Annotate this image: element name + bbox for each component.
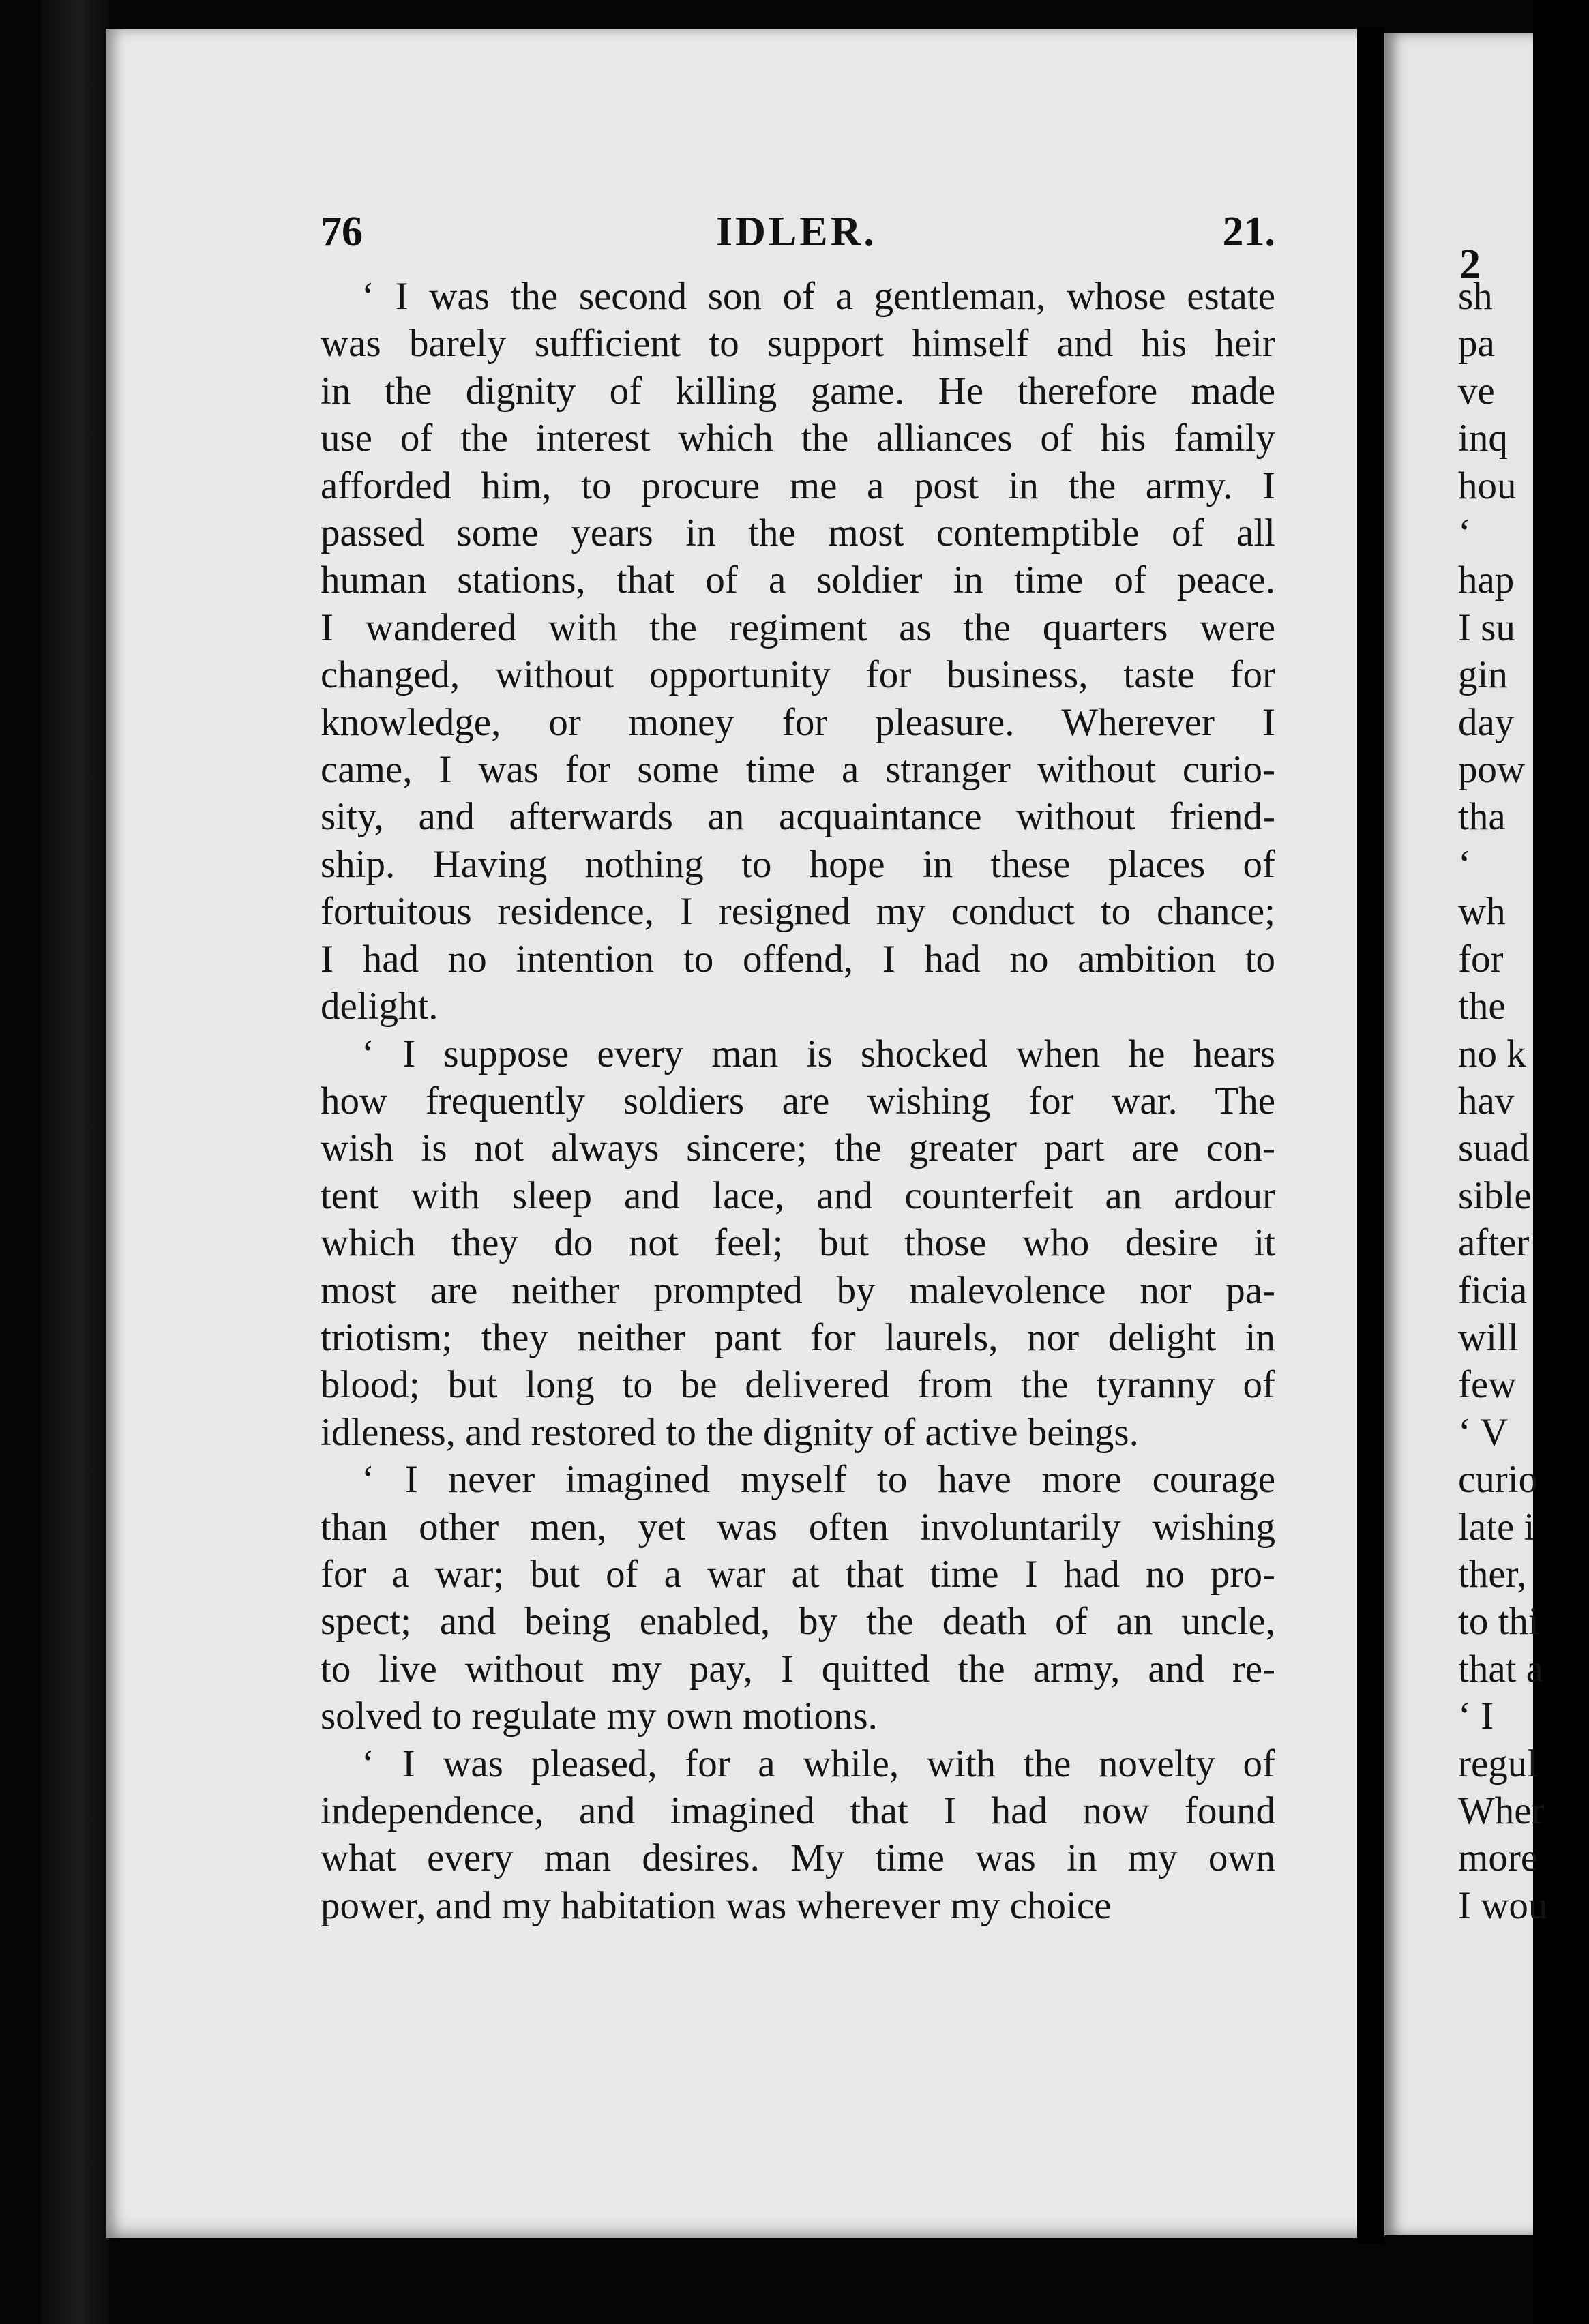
text-line: to live without my pay, I quitted the army, and re- xyxy=(321,1647,1275,1690)
facing-page-line-fragment: wh xyxy=(1458,890,1506,934)
page-body-text xyxy=(321,273,1275,1929)
facing-page-line-fragment: more xyxy=(1458,1836,1539,1880)
facing-page-line-fragment: I su xyxy=(1458,606,1515,649)
text-line: solved to regulate my own motions. xyxy=(321,1695,878,1738)
facing-page-line-fragment: suad xyxy=(1458,1127,1530,1170)
facing-page-line-fragment: regul xyxy=(1458,1742,1539,1785)
facing-page-line-fragment: Wher xyxy=(1458,1789,1545,1832)
text-line: was barely sufficient to support himself and his heir xyxy=(321,322,1275,366)
text-line: ‘ I suppose every man is shocked when he hears xyxy=(361,1032,1275,1075)
facing-page-line-fragment: to thi xyxy=(1458,1600,1539,1643)
facing-page-line-fragment: curio xyxy=(1458,1458,1539,1502)
facing-page-line-fragment: that a xyxy=(1458,1647,1544,1690)
running-title: IDLER. xyxy=(716,209,877,255)
facing-page-line-fragment: the xyxy=(1458,985,1506,1028)
text-line: came, I was for some time a stranger without curio- xyxy=(321,748,1275,792)
facing-page-line-fragment: will xyxy=(1458,1315,1519,1359)
facing-page-line-fragment: ve xyxy=(1458,369,1495,413)
text-line: I wandered with the regiment as the quarters were xyxy=(321,606,1275,649)
facing-page-line-fragment: day xyxy=(1458,700,1515,744)
text-line: afforded him, to procure me a post in the army. I xyxy=(321,464,1275,507)
text-line: than other men, yet was often involuntarily wishing xyxy=(321,1505,1275,1549)
text-line: ‘ I was pleased, for a while, with the novelty of xyxy=(361,1742,1275,1785)
facing-page-line-fragment: I wou xyxy=(1458,1883,1548,1927)
essay-number: 21. xyxy=(1222,209,1275,255)
facing-page-line-fragment: for xyxy=(1458,937,1504,981)
facing-page-line-fragment: ther, xyxy=(1458,1552,1527,1596)
facing-page-line-fragment: pa xyxy=(1458,322,1495,366)
text-line: most are neither prompted by malevolence nor pa- xyxy=(321,1268,1275,1312)
facing-page-line-fragment: hav xyxy=(1458,1079,1515,1122)
facing-page-line-fragment: pow xyxy=(1458,748,1526,792)
facing-page-line-fragment: ‘ xyxy=(1458,842,1471,886)
text-line: use of the interest which the alliances of his family xyxy=(321,417,1275,460)
text-line: fortuitous residence, I resigned my conduct to chance; xyxy=(321,890,1275,934)
text-line: human stations, that of a soldier in time of peace. xyxy=(321,558,1275,602)
text-line: passed some years in the most contemptible of all xyxy=(321,511,1275,555)
text-line: which they do not feel; but those who desire it xyxy=(321,1221,1275,1265)
text-line: for a war; but of a war at that time I had no pro- xyxy=(321,1552,1275,1596)
text-line: blood; but long to be delivered from the tyranny of xyxy=(321,1363,1275,1407)
text-line: I had no intention to offend, I had no ambition to xyxy=(321,937,1275,981)
facing-page-line-fragment: hou xyxy=(1458,464,1517,507)
facing-page-line-fragment: hap xyxy=(1458,558,1515,602)
running-header xyxy=(321,208,1275,269)
text-line: ‘ I was the second son of a gentleman, whose estate xyxy=(361,275,1275,318)
text-line: ‘ I never imagined myself to have more courage xyxy=(361,1458,1275,1502)
page-number: 76 xyxy=(321,209,363,255)
facing-page-line-fragment: inq xyxy=(1458,417,1508,460)
facing-page-line-fragment: sh xyxy=(1458,275,1493,318)
text-line: sity, and afterwards an acquaintance without friend- xyxy=(321,795,1275,839)
facing-page-line-fragment: late i xyxy=(1458,1505,1535,1549)
text-line: changed, without opportunity for business, taste for xyxy=(321,653,1275,697)
facing-page-line-fragment: ‘ I xyxy=(1458,1695,1494,1738)
text-line: triotism; they neither pant for laurels, nor delight in xyxy=(321,1315,1275,1359)
facing-page-line-fragment: few xyxy=(1458,1363,1517,1407)
facing-page-line-fragment: sible xyxy=(1458,1174,1532,1217)
text-line: ship. Having nothing to hope in these places of xyxy=(321,842,1275,886)
facing-page-header-fragment: 2 xyxy=(1459,241,1481,288)
facing-page-line-fragment: ficia xyxy=(1458,1268,1528,1312)
text-line: how frequently soldiers are wishing for war. The xyxy=(321,1079,1275,1122)
facing-page-line-fragment: ‘ V xyxy=(1458,1410,1509,1454)
text-line: tent with sleep and lace, and counterfeit an ardour xyxy=(321,1174,1275,1217)
text-line: knowledge, or money for pleasure. Wherever I xyxy=(321,700,1275,744)
text-line: in the dignity of killing game. He therefore made xyxy=(321,369,1275,413)
text-line: idleness, and restored to the dignity of active beings. xyxy=(321,1410,1139,1454)
text-line: independence, and imagined that I had now found xyxy=(321,1789,1275,1832)
text-line: delight. xyxy=(321,985,439,1028)
facing-page-line-fragment: no k xyxy=(1458,1032,1526,1075)
facing-page-line-fragment: gin xyxy=(1458,653,1508,697)
text-line: power, and my habitation was wherever my choice xyxy=(321,1883,1112,1927)
facing-page xyxy=(1384,33,1548,2235)
facing-page-line-fragment: tha xyxy=(1458,795,1506,839)
text-line: what every man desires. My time was in my own xyxy=(321,1836,1275,1880)
facing-page-text xyxy=(1384,273,1589,1929)
text-line: spect; and being enabled, by the death of an uncle, xyxy=(321,1600,1275,1643)
book-spine-shadow xyxy=(41,0,109,2324)
text-line: wish is not always sincere; the greater part are con- xyxy=(321,1127,1275,1170)
page-gutter xyxy=(1357,27,1384,2244)
facing-page-line-fragment: ‘ xyxy=(1458,511,1471,555)
facing-page-line-fragment: after xyxy=(1458,1221,1530,1265)
